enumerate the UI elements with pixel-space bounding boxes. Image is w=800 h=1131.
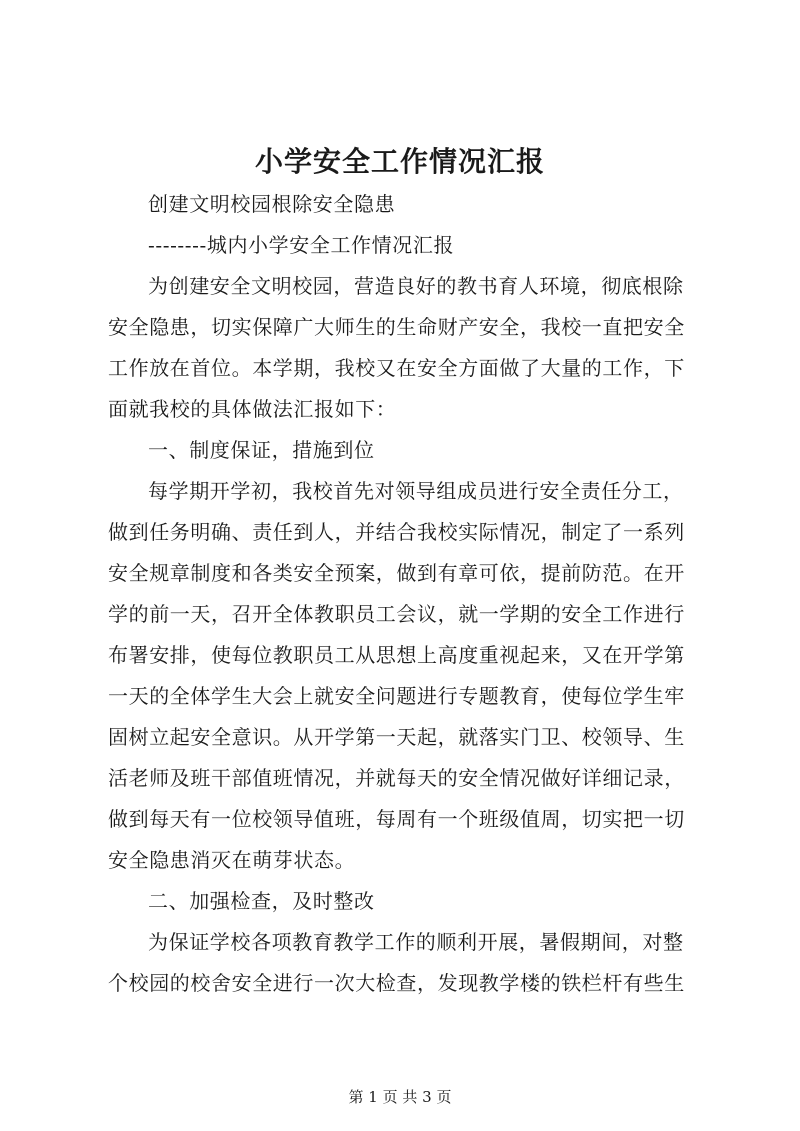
text-line: 学的前一天，召开全体教职员工会议，就一学期的安全工作进行 <box>108 602 685 626</box>
text-line: 安全隐患，切实保障广大师生的生命财产安全，我校一直把安全 <box>108 315 685 339</box>
page-number-footer: 第 1 页 共 3 页 <box>348 1088 452 1106</box>
text-line: 做到任务明确、责任到人，并结合我校实际情况，制定了一系列 <box>108 520 685 544</box>
text-line: 活老师及班干部值班情况，并就每天的安全情况做好详细记录， <box>108 766 685 790</box>
text-line: 二、加强检查，及时整改 <box>148 889 375 913</box>
text-line: 固树立起安全意识。从开学第一天起，就落实门卫、校领导、生 <box>108 725 685 749</box>
text-line: 工作放在首位。本学期，我校又在安全方面做了大量的工作，下 <box>108 356 685 380</box>
text-line: 一天的全体学生大会上就安全问题进行专题教育，使每位学生牢 <box>108 684 685 708</box>
text-line: 一、制度保证，措施到位 <box>148 438 375 462</box>
text-line: 个校园的校舍安全进行一次大检查，发现教学楼的铁栏杆有些生 <box>108 971 685 995</box>
text-line: 每学期开学初，我校首先对领导组成员进行安全责任分工， <box>148 479 684 503</box>
document-title: 小学安全工作情况汇报 <box>254 145 545 178</box>
document-body <box>108 184 716 1004</box>
text-line: 创建文明校园根除安全隐患 <box>148 192 396 216</box>
text-line: 安全规章制度和各类安全预案，做到有章可依，提前防范。在开 <box>108 561 685 585</box>
text-line: --------城内小学安全工作情况汇报 <box>148 233 455 257</box>
text-line: 做到每天有一位校领导值班，每周有一个班级值周，切实把一切 <box>108 807 685 831</box>
text-line: 为创建安全文明校园，营造良好的教书育人环境，彻底根除 <box>148 274 684 298</box>
text-line: 安全隐患消灭在萌芽状态。 <box>108 848 356 872</box>
text-line: 布署安排，使每位教职员工从思想上高度重视起来，又在开学第 <box>108 643 685 667</box>
text-line: 面就我校的具体做法汇报如下： <box>108 397 397 421</box>
text-line: 为保证学校各项教育教学工作的顺利开展，暑假期间，对整 <box>148 930 684 954</box>
